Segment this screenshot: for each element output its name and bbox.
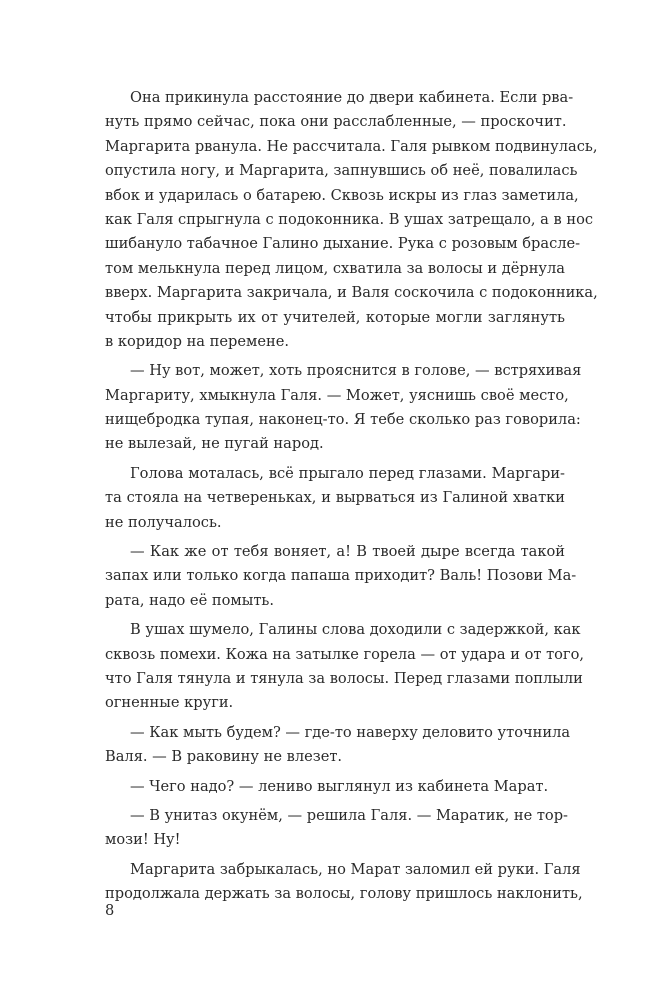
- paragraph: [105, 462, 565, 535]
- text-line: мози! Ну!: [105, 831, 181, 849]
- text-line: — Как же от тебя воняет, а! В твоей дыре всегда такой: [130, 543, 565, 561]
- text-line: рата, надо её помыть.: [105, 591, 274, 609]
- text-line: чтобы прикрыть их от учителей, которые могли заглянуть: [105, 308, 565, 326]
- text-line: — В унитаз окунём, — решила Галя. — Маратик, не тор-: [130, 806, 568, 824]
- text-line: Маргарита забрыкалась, но Марат заломил ей руки. Галя: [130, 860, 581, 878]
- text-line: не вылезай, не пугай народ.: [105, 435, 324, 453]
- text-line: нищебродка тупая, наконец-то. Я тебе сколько раз говорила:: [105, 411, 581, 429]
- text-line: — Как мыть будем? — где-то наверху деловито уточнила: [130, 723, 571, 741]
- text-line: запах или только когда папаша приходит? Валь! Позови Ма-: [105, 567, 577, 585]
- text-line: нуть прямо сейчас, пока они расслабленные, — проскочит.: [105, 113, 567, 131]
- text-line: продолжала держать за волосы, голову пришлось наклонить,: [105, 885, 583, 903]
- page-number: 8: [105, 902, 115, 919]
- text-line: Маргарита рванула. Не рассчитала. Галя рывком подвинулась,: [105, 137, 598, 155]
- text-line: в коридор на перемене.: [105, 332, 289, 350]
- text-line: сквозь помехи. Кожа на затылке горела — от удара и от того,: [105, 645, 585, 663]
- text-line: как Галя спрыгнула с подоконника. В ушах затрещало, а в нос: [105, 210, 594, 228]
- paragraph: [105, 804, 568, 853]
- text-line: вверх. Маргарита закричала, и Валя соскочила с подоконника,: [105, 284, 598, 302]
- text-line: огненные круги.: [105, 694, 234, 712]
- text-line: что Галя тянула и тянула за волосы. Перед глазами поплыли: [105, 669, 583, 687]
- text-line: та стояла на четвереньках, и вырваться из Галиной хватки: [105, 489, 565, 507]
- text-line: — Чего надо? — лениво выглянул из кабинета Марат.: [130, 777, 549, 795]
- paragraph: [105, 858, 583, 907]
- text-line: не получалось.: [105, 513, 222, 531]
- paragraph: [105, 86, 598, 354]
- text-line: том мелькнула перед лицом, схватила за волосы и дёрнула: [105, 259, 565, 277]
- text-line: Она прикинула расстояние до двери кабинета. Если рва-: [130, 89, 574, 106]
- text-line: В ушах шумело, Галины слова доходили с задержкой, как: [130, 621, 581, 639]
- text-line: Маргариту, хмыкнула Галя. — Может, уяснишь своё место,: [105, 386, 569, 404]
- paragraph: [105, 775, 565, 799]
- text-line: шибануло табачное Галино дыхание. Рука с розовым брасле-: [105, 235, 581, 253]
- text-line: опустила ногу, и Маргарита, запнувшись об неё, повалилась: [105, 162, 578, 180]
- paragraph: [105, 721, 571, 770]
- page-text: [105, 86, 598, 907]
- text-line: Голова моталась, всё прыгало перед глазами. Маргари-: [130, 464, 565, 482]
- text-line: — Ну вот, может, хоть прояснится в голове, — встряхивая: [130, 362, 582, 380]
- paragraph: [105, 540, 577, 613]
- text-line: Валя. — В раковину не влезет.: [105, 748, 343, 766]
- paragraph: [105, 618, 585, 716]
- paragraph: [105, 359, 582, 457]
- text-line: вбок и ударилась о батарею. Сквозь искры из глаз заметила,: [105, 186, 579, 204]
